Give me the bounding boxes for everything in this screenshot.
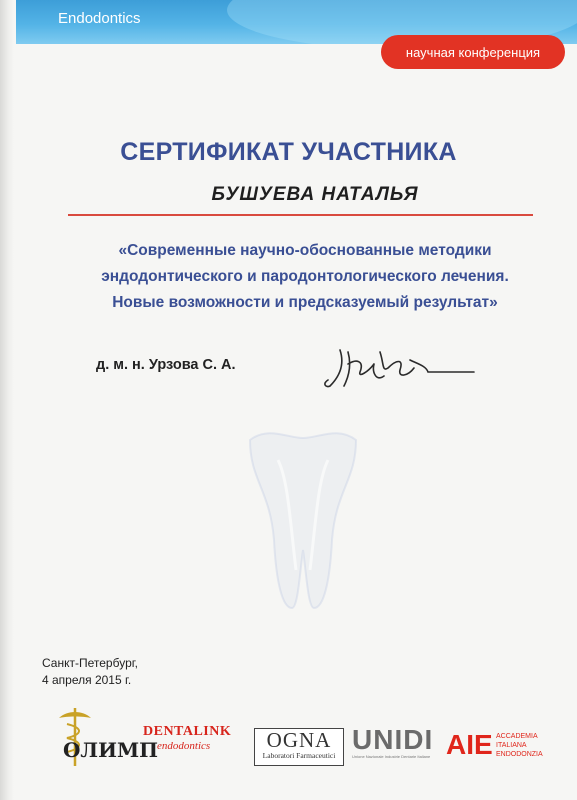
unidi-subtitle: Unione Nazionale Industrie Dentarie Italiane (352, 754, 431, 759)
dentalink-subtitle: endodontics (157, 740, 211, 752)
conference-topic (40, 238, 570, 316)
header-title: Endodontics (58, 10, 141, 27)
place-and-date (42, 655, 138, 689)
certificate-title: СЕРТИФИКАТ УЧАСТНИКА (120, 138, 457, 166)
signer-name: д. м. н. Урзова С. А. (96, 357, 236, 373)
aie-logo (446, 730, 566, 770)
unidi-wordmark: UNIDI (352, 724, 434, 755)
date: 4 апреля 2015 г. (42, 673, 132, 687)
olimp-logo (45, 706, 159, 772)
handwritten-signature (318, 342, 478, 392)
dentalink-wordmark: DENTALINK (143, 724, 232, 739)
aie-wordmark: AIE (446, 729, 493, 760)
aie-line: ITALIANA (496, 742, 527, 749)
city: Санкт-Петербург, (42, 656, 138, 670)
aie-line: ENDODONZIA (496, 751, 543, 758)
unidi-logo (352, 726, 444, 766)
aie-line: ACCADEMIA (496, 733, 538, 740)
topic-line: эндодонтического и пародонтологического лечения. (101, 268, 509, 285)
olimp-wordmark: ОЛИМП (63, 738, 159, 762)
scan-edge (0, 0, 14, 800)
ogna-logo (254, 728, 344, 766)
red-divider (68, 214, 533, 216)
aie-text (496, 732, 543, 759)
ogna-wordmark: OGNA (266, 728, 332, 752)
sponsor-logos (40, 704, 570, 776)
dentalink-logo (143, 724, 243, 764)
recipient-name: БУШУЕВА НАТАЛЬЯ (211, 184, 419, 205)
conference-badge: научная конференция (381, 35, 565, 69)
ogna-subtitle: Laboratori Farmaceutici (262, 751, 336, 760)
tooth-watermark (238, 420, 368, 610)
topic-line: Новые возможности и предсказуемый результат» (112, 294, 498, 311)
topic-line: «Современные научно-обоснованные методики (118, 242, 492, 259)
